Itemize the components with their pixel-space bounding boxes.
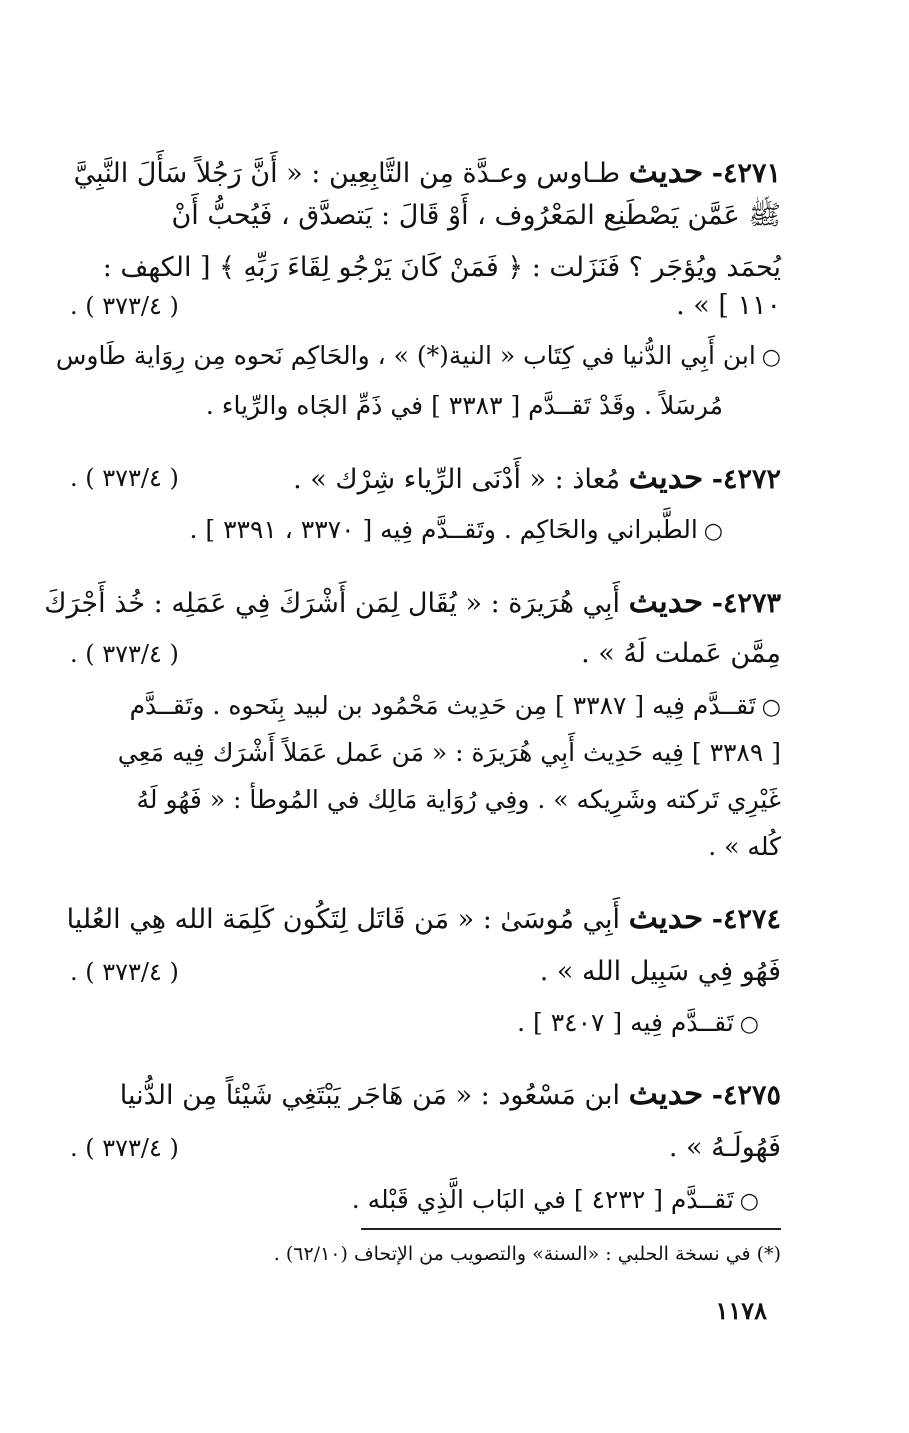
entry-text: ابن مَسْعُود : « مَن هَاجَر يَبْتَغِي شَيْئاً مِن الدُّنيا — [119, 1080, 621, 1111]
entry-text: مُعاذ : « أَدْنَى الرِّياء شِرْك » . — [293, 464, 621, 495]
volume-page-reference: ( ٣٧٣/٤ ) . — [70, 292, 179, 320]
circle-bullet-icon: ○ — [761, 345, 781, 370]
circle-bullet-icon: ○ — [761, 695, 781, 720]
note-text: تَقــدَّم [ ٤٢٣٢ ] في البَاب الَّذِي قَبْله . — [351, 1185, 734, 1214]
entry-4271-note-1 — [55, 336, 781, 378]
hadith-label: حديث — [628, 584, 704, 620]
entry-text: فَهُو فِي سَبِيل الله » . — [539, 956, 781, 987]
entry-text: أَبِي مُوسَىٰ : « مَن قَاتَل لِتَكُون كَلِمَة الله هِي العُليا — [66, 904, 621, 935]
circle-bullet-icon: ○ — [739, 1012, 759, 1037]
volume-page-reference: ( ٣٧٣/٤ ) . — [70, 464, 179, 492]
entry-4271-line-3 — [70, 248, 781, 288]
note-text: مُرسَلاً . وقَدْ تَقــدَّم [ ٣٣٨٣ ] في ذَمِّ الجَاه والرِّياء . — [205, 391, 723, 420]
entry-4274-note-1 — [70, 1003, 759, 1045]
entry-number: ٤٢٧١- — [711, 158, 781, 189]
entry-4273-note-3 — [70, 780, 781, 820]
entry-text: فَهُولَـهُ » . — [668, 1132, 781, 1163]
entry-number: ٤٢٧٤- — [711, 904, 781, 935]
entry-text: أَبِي هُرَيرَة : « يُقَال لِمَن أَشْرَكَ فِي عَمَلِه : خُذ أَجْرَكَ — [44, 588, 621, 619]
footnote-divider — [361, 1228, 781, 1230]
entry-4273-note-1 — [70, 686, 781, 728]
note-text: ابن أَبِي الدُّنيا في كِتَاب « النية(*) » ، والحَاكِم نَحوه مِن رِوَاية طَاوس — [55, 341, 756, 370]
entry-number: ٤٢٧٣- — [711, 588, 781, 619]
entry-text: ﷺ عَمَّن يَصْطَنِع المَعْرُوف ، أَوْ قَالَ : يَتصدَّق ، فَيُحبُّ أَنْ — [171, 200, 781, 231]
note-text: غَيْرِي تَركته وشَرِيكه » . وفِي رُوَاية مَالِك في المُوطأ : « فَهُو لَهُ — [136, 785, 781, 814]
entry-text: يُحمَد ويُؤجَر ؟ فَنَزَلت : ﴿ فَمَنْ كَانَ يَرْجُو لِقَاءَ رَبِّهِ ﴾ [ الكهف : — [102, 252, 781, 283]
entry-text: طـاوس وعـدَّة مِن التَّابِعِين : « أَنَّ رَجُلاً سَأَلَ النَّبِيَّ — [73, 158, 621, 189]
entry-4273-note-4 — [70, 827, 781, 867]
entry-4275-line-2 — [70, 1128, 781, 1168]
entry-4271-line-2 — [70, 196, 781, 236]
entry-text: ١١٠ ] » . — [676, 290, 781, 321]
footnote: (*) في نسخة الحلبي : «السنة» والتصويب من الإتحاف (٦٢/١٠) . — [273, 1243, 781, 1265]
entry-4271-note-2 — [70, 386, 723, 426]
note-text: الطَّبراني والحَاكِم . وتَقــدَّم فِيه [ ٣٣٧٠ ، ٣٣٩١ ] . — [189, 515, 698, 544]
entry-4273-line-2 — [70, 634, 781, 674]
entry-4274-line-2 — [70, 952, 781, 992]
entry-4275-line-1 — [70, 1074, 781, 1116]
hadith-label: حديث — [628, 460, 704, 496]
entry-4274-line-1 — [66, 898, 781, 940]
entry-text: مِمَّن عَملت لَهُ » . — [581, 638, 781, 669]
entry-4275-note-1 — [70, 1180, 759, 1222]
entry-4272-note-1 — [70, 510, 723, 552]
hadith-label: حديث — [628, 1076, 704, 1112]
entry-4272-line-1 — [70, 458, 781, 500]
note-text: تَقــدَّم فِيه [ ٣٣٨٧ ] مِن حَدِيث مَحْمُود بن لبيد بِنَحوه . وتَقــدَّم — [129, 691, 756, 720]
volume-page-reference: ( ٣٧٣/٤ ) . — [70, 1134, 179, 1162]
entry-number: ٤٢٧٢- — [711, 464, 781, 495]
entry-4273-note-2 — [70, 733, 781, 773]
entry-number: ٤٢٧٥- — [711, 1080, 781, 1111]
page-number: ١١٧٨ — [715, 1296, 767, 1325]
hadith-label: حديث — [628, 154, 704, 190]
entry-4271-line-1 — [70, 152, 781, 194]
note-text: [ ٣٣٨٩ ] فِيه حَدِيث أَبِي هُرَيرَة : « مَن عَمل عَمَلاً أَشْرَك فِيه مَعِي — [117, 738, 781, 767]
volume-page-reference: ( ٣٧٣/٤ ) . — [70, 640, 179, 668]
note-text: كُله » . — [708, 832, 781, 861]
volume-page-reference: ( ٣٧٣/٤ ) . — [70, 958, 179, 986]
entry-4273-line-1 — [44, 582, 781, 624]
note-text: تَقــدَّم فِيه [ ٣٤٠٧ ] . — [517, 1008, 734, 1037]
hadith-label: حديث — [628, 900, 704, 936]
circle-bullet-icon: ○ — [703, 519, 723, 544]
circle-bullet-icon: ○ — [739, 1189, 759, 1214]
entry-4271-line-4 — [70, 286, 781, 326]
